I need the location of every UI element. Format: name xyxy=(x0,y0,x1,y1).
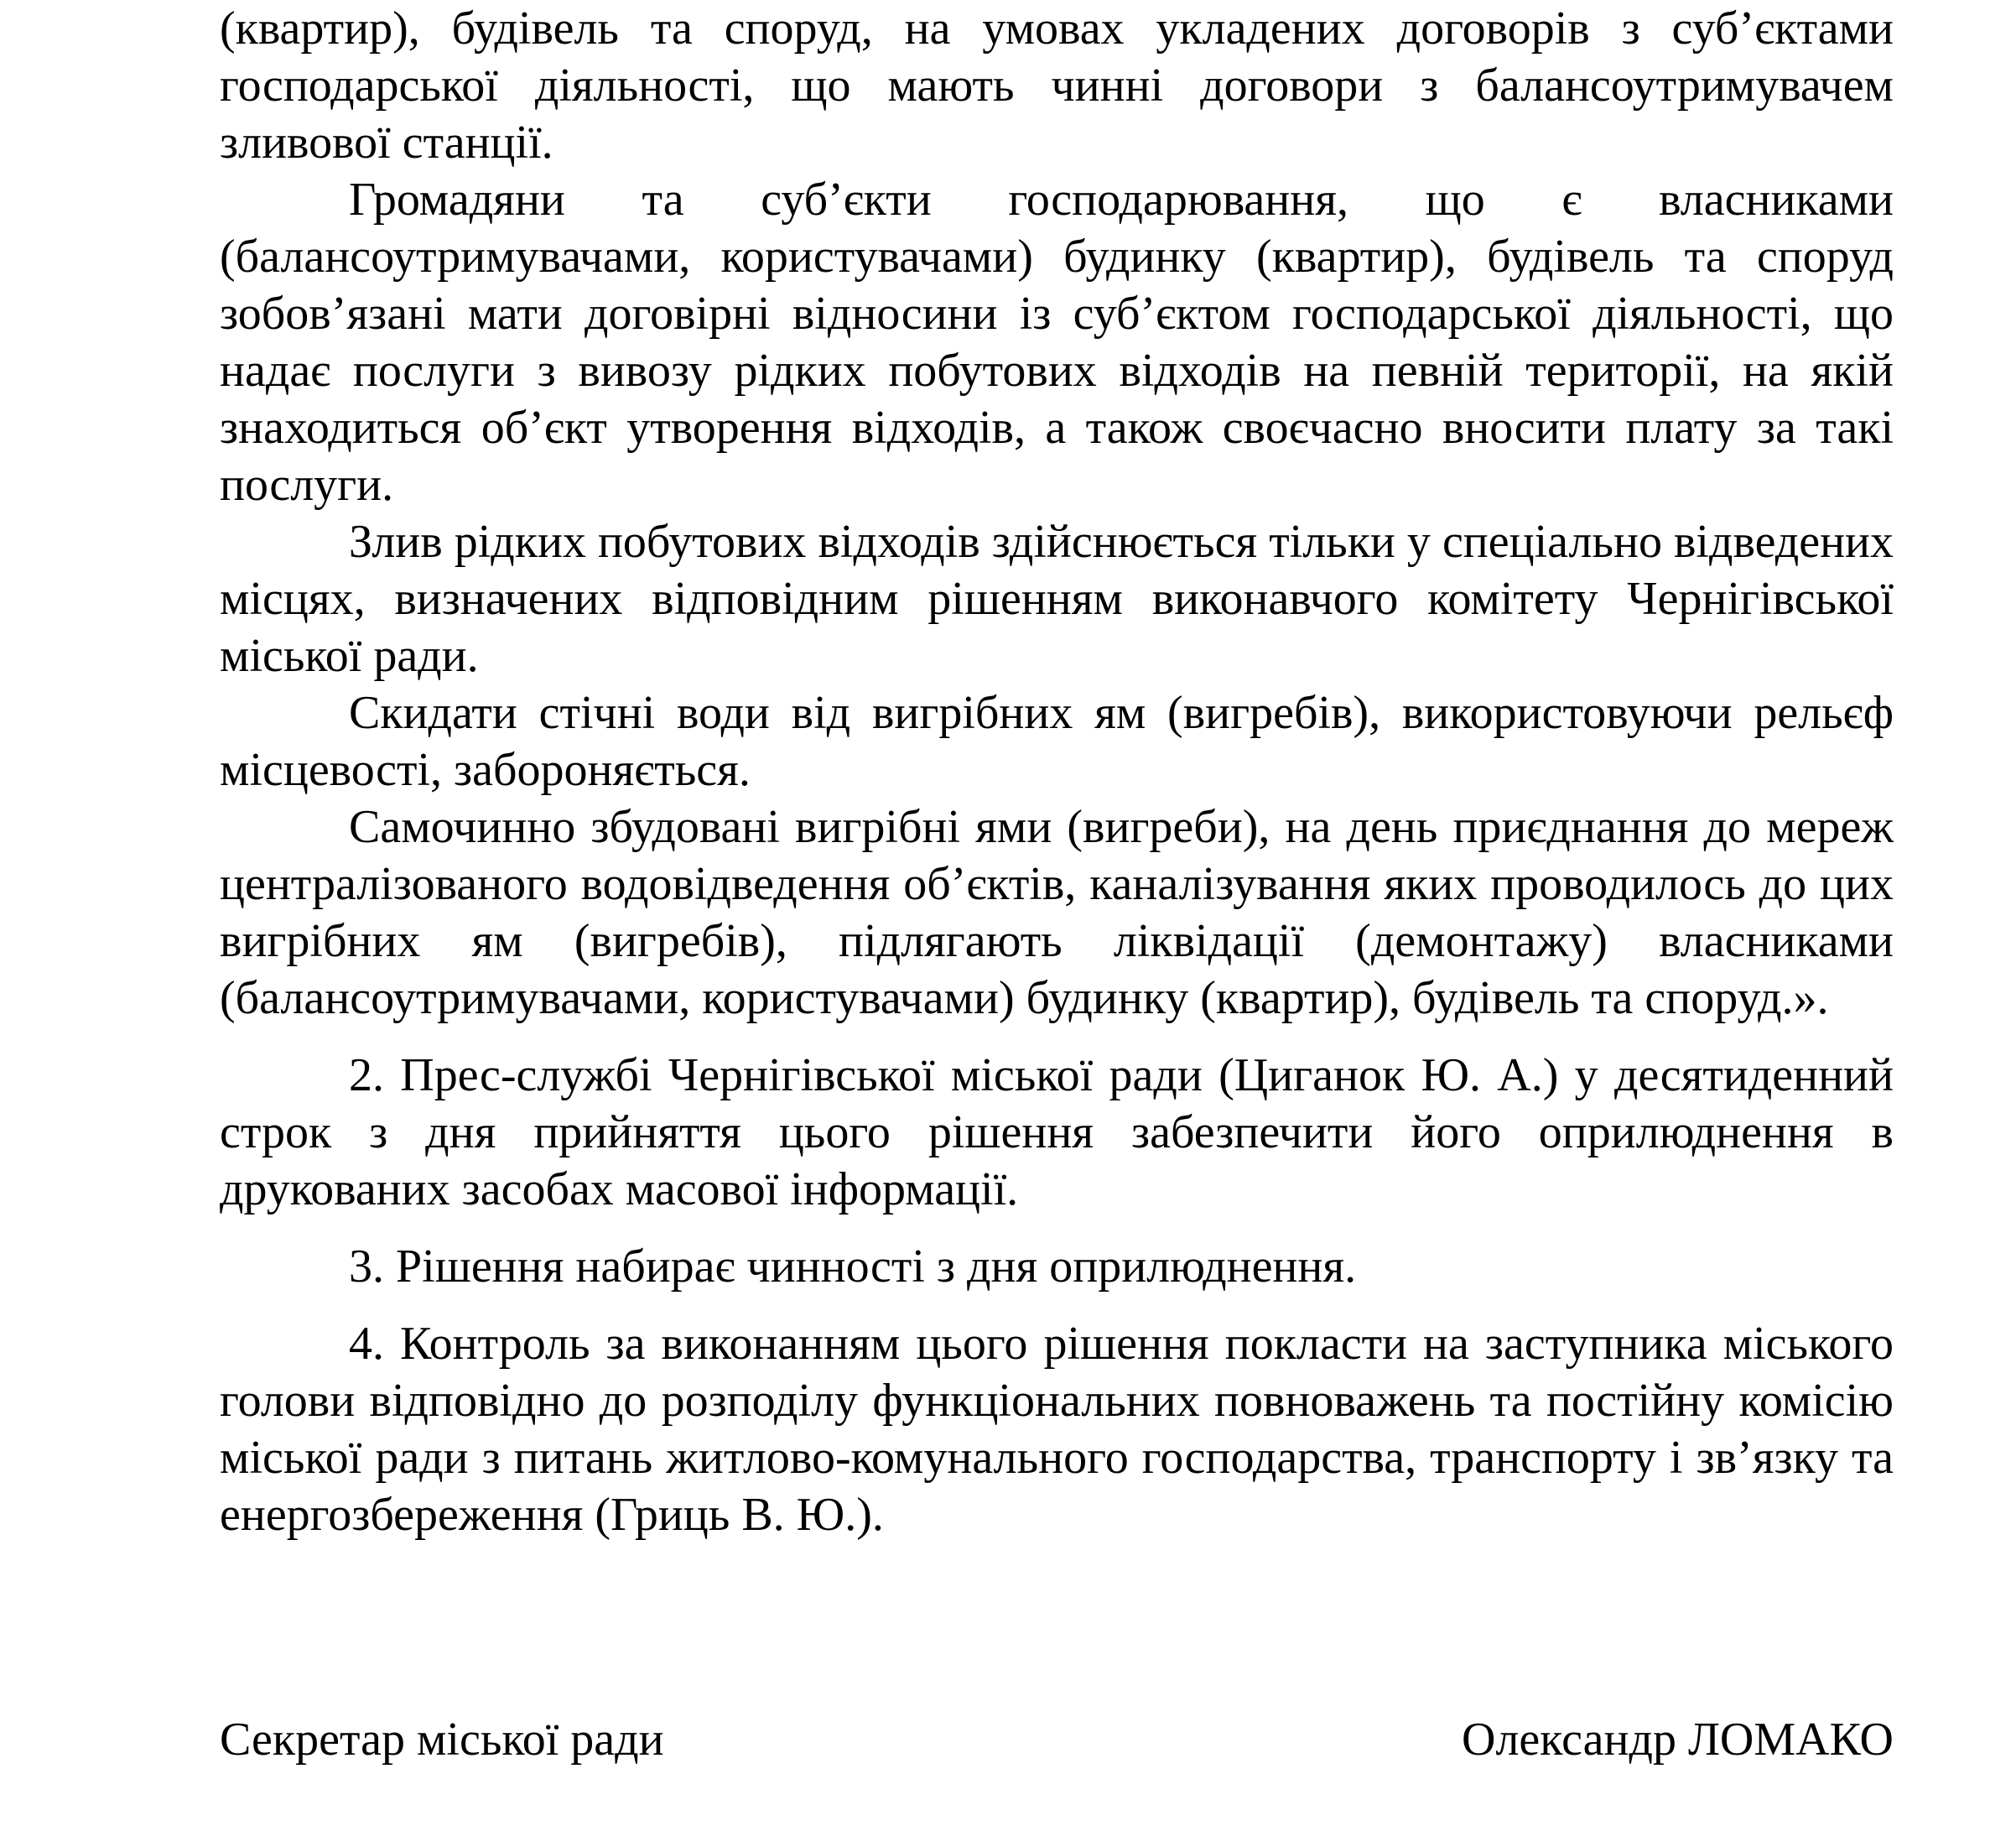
paragraph-item-4: 4. Контроль за виконанням цього рішення покласти на заступника міського голови відповідно до розподілу функціональних повноважень та постійну комісію міської ради з питань житлово-комунального господарства, транспорту і зв’язку та енергозбереження (Гриць В. Ю.). xyxy=(220,1318,1894,1541)
signature-block xyxy=(220,1711,1894,1768)
paragraph-unauthorized-pits: Самочинно збудовані вигрібні ями (вигреби), на день приєднання до мереж централізованого водовідведення об’єктів, каналізування яких проводилось до цих вигрібних ям (вигребів), підлягають ліквідації (демонтажу) власниками (балансоутримувачами, користувачами) будинку (квартир), будівель та споруд.». xyxy=(220,801,1894,1024)
document-body xyxy=(220,0,1894,1543)
paragraph-wastewater-ban: Скидати стічні води від вигрібних ям (вигребів), використовуючи рельєф місцевості, забороняється. xyxy=(220,687,1894,796)
signature-title: Секретар міської ради xyxy=(220,1714,664,1766)
paragraph-continuation: (квартир), будівель та споруд, на умовах укладених договорів з суб’єктами господарської діяльності, що мають чинні договори з балансоутримувачем зливової станції. xyxy=(220,3,1894,169)
paragraph-item-3: 3. Рішення набирає чинності з дня оприлюднення. xyxy=(349,1241,1357,1293)
paragraph-waste-discharge: Злив рідких побутових відходів здійснюється тільки у спеціально відведених місцях, визначених відповідним рішенням виконавчого комітету Чернігівської міської ради. xyxy=(220,516,1894,682)
paragraph-item-2: 2. Прес-службі Чернігівської міської ради (Циганок Ю. А.) у десятиденний строк з дня прийняття цього рішення забезпечити його оприлюднення в друкованих засобах масової інформації. xyxy=(220,1049,1894,1215)
signature-name: Олександр ЛОМАКО xyxy=(1462,1714,1894,1766)
paragraph-contract-obligations: Громадяни та суб’єкти господарювання, що є власниками (балансоутримувачами, користувачами) будинку (квартир), будівель та споруд зобов’язані мати договірні відносини із суб’єктом господарської діяльності, що надає послуги з вивозу рідких побутових відходів на певній території, на якій знаходиться об’єкт утворення відходів, а також своєчасно вносити плату за такі послуги. xyxy=(220,174,1894,511)
